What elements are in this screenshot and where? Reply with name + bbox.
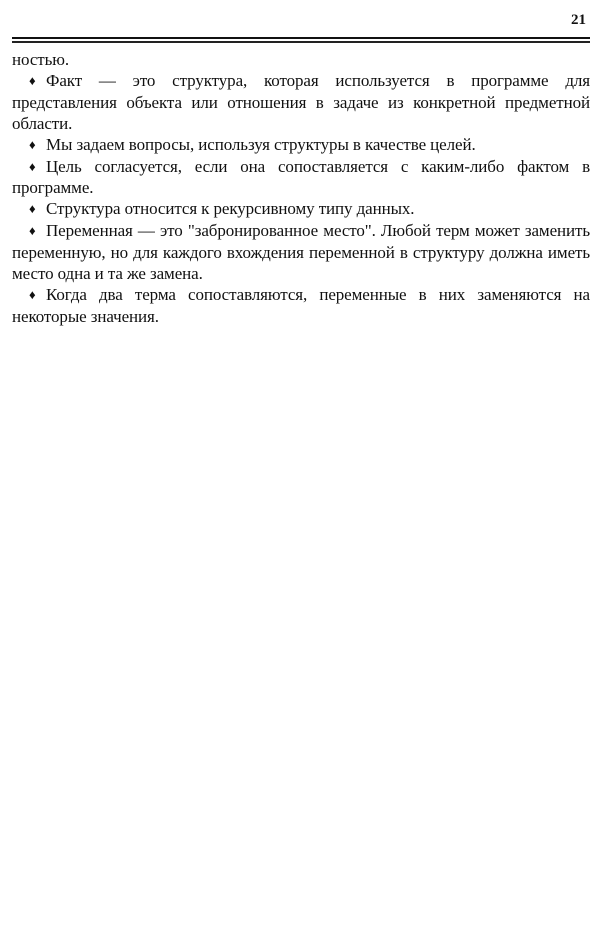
list-item: [12, 71, 590, 135]
list-item: [12, 135, 590, 157]
rule-line-bottom: [12, 41, 590, 43]
continuation-text: ностью.: [12, 50, 69, 69]
list-item-text: Факт — это структура, которая используется в программе для представления объекта или отношения в задаче из конкретной предметной области.: [12, 70, 590, 133]
diamond-bullet-icon: ♦: [29, 72, 36, 88]
diamond-bullet-icon: ♦: [29, 201, 36, 217]
rule-line-top: [12, 37, 590, 39]
diamond-bullet-icon: ♦: [29, 136, 36, 152]
list-item-text: Цель согласуется, если она сопоставляется с каким-либо фактом в программе.: [12, 156, 590, 198]
list-item: [12, 285, 590, 328]
header-double-rule: [12, 37, 590, 43]
page-number: 21: [571, 12, 586, 28]
list-item: [12, 157, 590, 200]
list-item-text: Когда два терма сопоставляются, переменные в них заменяются на некоторые значения.: [12, 284, 590, 326]
list-item-text: Структура относится к рекурсивному типу данных.: [46, 199, 415, 219]
list-item: [12, 199, 590, 221]
page-body: [12, 50, 590, 328]
list-item-text: Мы задаем вопросы, используя структуры в качестве целей.: [46, 134, 476, 154]
diamond-bullet-icon: ♦: [29, 286, 36, 302]
list-item-text: Переменная — это "забронированное место". Любой терм может заменить переменную, но для каждого вхождения переменной в структуру должна иметь место одна и та же замена.: [12, 221, 590, 284]
diamond-bullet-icon: ♦: [29, 223, 36, 239]
diamond-bullet-icon: ♦: [29, 158, 36, 174]
list-item: [12, 221, 590, 285]
